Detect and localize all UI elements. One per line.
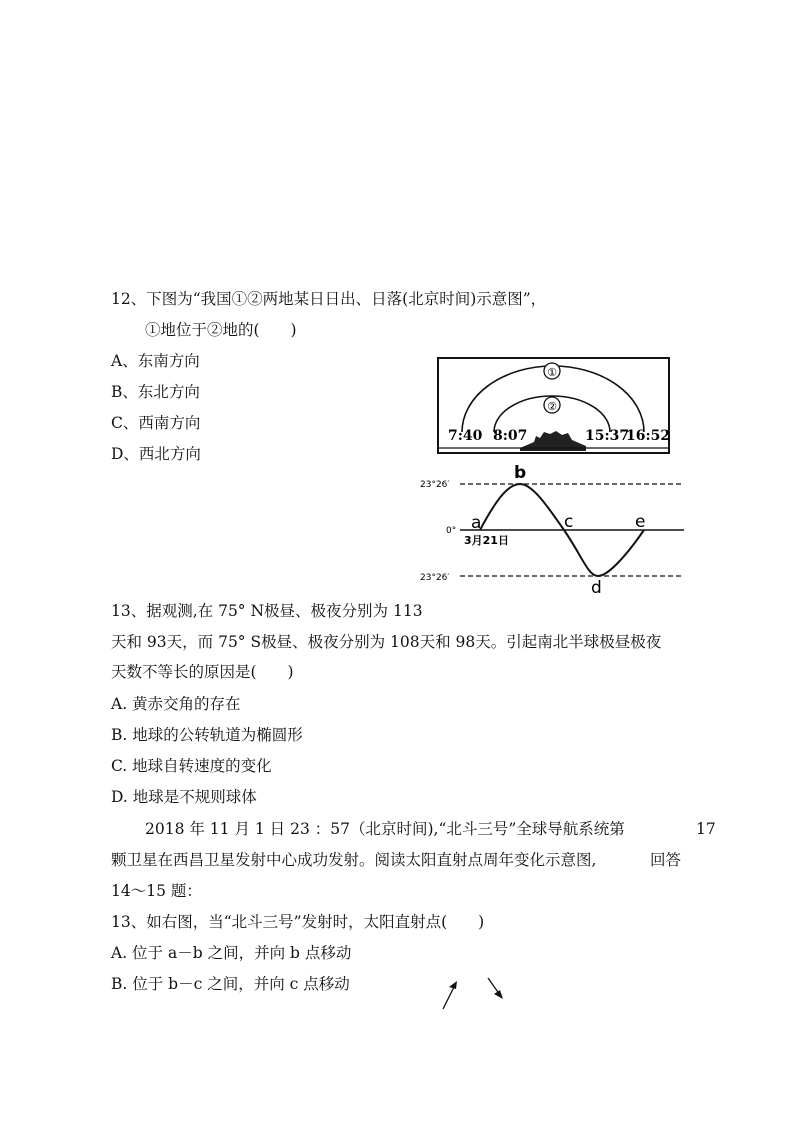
lat-zero-label: 0° (446, 526, 457, 536)
point-d: d (591, 578, 602, 598)
passage-line3: 14～15 题： (111, 882, 202, 900)
lat-top-label: 23°26′ (420, 480, 450, 490)
q13a-line2: 天和 93天，而 75° S极昼、极夜分别为 108天和 98天。引起南北半球极昼极夜 (111, 633, 662, 651)
q13b-option-a: A. 位于 a－b 之间，并向 b 点移动 (111, 944, 352, 962)
date-label: 3月21日 (464, 534, 509, 547)
passage-line1-number: 17 (696, 820, 716, 838)
q13a-line3: 天数不等长的原因是( ) (111, 663, 294, 681)
q13b-option-b: B. 位于 b－c 之间，并向 c 点移动 (111, 975, 350, 993)
direction-arrows (436, 975, 516, 1015)
q12-stem: 12、下图为“我国①②两地某日日出、日落(北京时间)示意图”， (111, 290, 547, 308)
passage-line2-end: 回答 (650, 851, 682, 869)
sunset-2: 15:37 (585, 428, 630, 444)
q12-option-b: B、东北方向 (111, 383, 200, 401)
lat-bottom-label: 23°26′ (420, 573, 450, 583)
sunrise-sunset-figure (436, 356, 672, 456)
sunrise-1: 7:40 (448, 428, 483, 444)
passage-line2: 颗卫星在西昌卫星发射中心成功发射。阅读太阳直射点周年变化示意图, (111, 851, 597, 869)
subsolar-point-figure (414, 460, 688, 598)
q13a-option-c: C. 地球自转速度的变化 (111, 757, 272, 775)
point-a: a (471, 513, 482, 533)
q13a-option-b: B. 地球的公转轨道为椭圆形 (111, 726, 303, 744)
q13a-line1: 13、据观测,在 75° N极昼、极夜分别为 113 (111, 602, 423, 620)
point-b: b (514, 463, 527, 483)
point-e: e (635, 512, 646, 532)
q12-option-d: D、西北方向 (111, 445, 201, 463)
label-2: ② (547, 400, 557, 413)
q13a-option-a: A. 黄赤交角的存在 (111, 695, 241, 713)
passage-line1: 2018 年 11 月 1 日 23 ：57（北京时间),“北斗三号”全球导航系统第 (145, 820, 625, 838)
sunrise-2: 8:07 (493, 428, 528, 444)
q12-sub: ①地位于②地的( ) (145, 321, 297, 339)
q13a-option-d: D. 地球是不规则球体 (111, 788, 257, 806)
q12-option-c: C、西南方向 (111, 414, 201, 432)
arrow-up-right-icon (443, 985, 455, 1009)
q12-option-a: A、东南方向 (111, 352, 200, 370)
point-c: c (564, 512, 574, 532)
label-1: ① (547, 366, 557, 379)
q13b-stem: 13、如右图，当“北斗三号”发射时，太阳直射点( ) (111, 913, 485, 931)
sunset-1: 16:52 (626, 428, 671, 444)
